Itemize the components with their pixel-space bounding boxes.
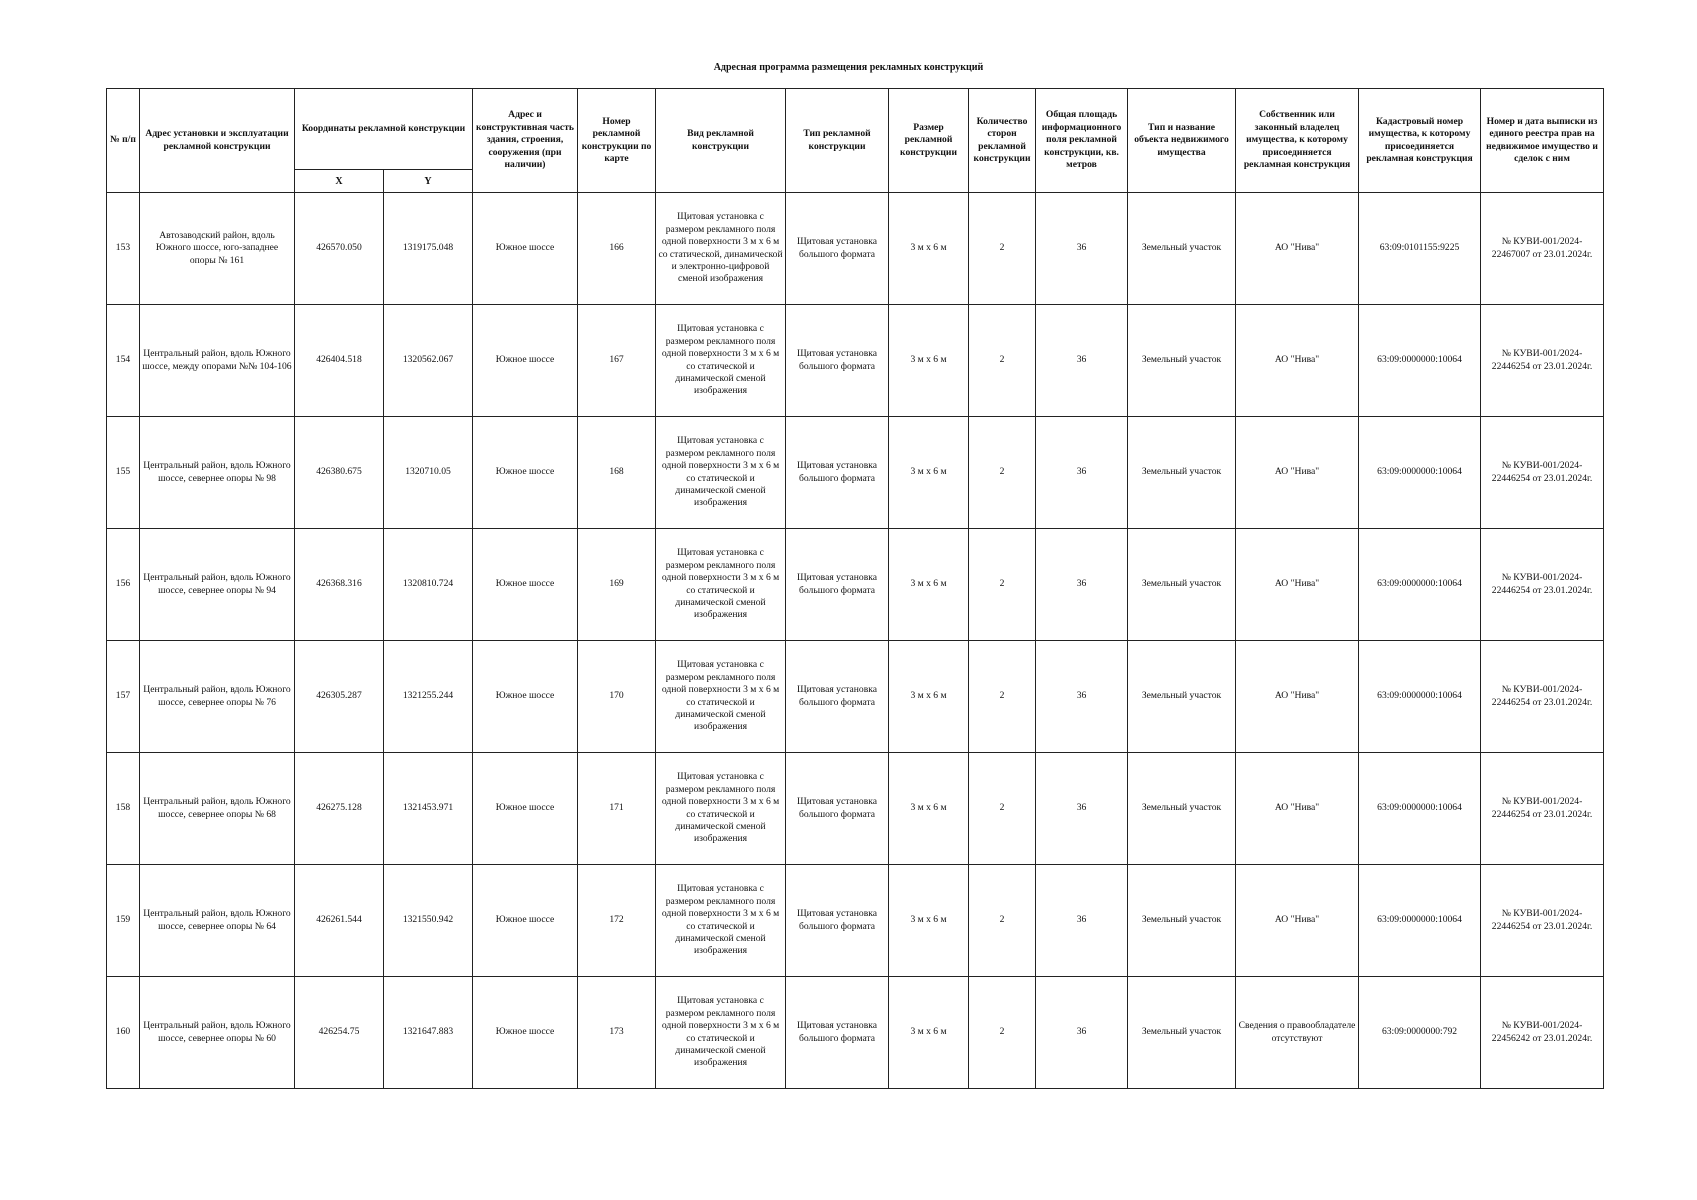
cell-num: 155 [107, 417, 140, 529]
header-object: Тип и название объекта недвижимого имущества [1128, 89, 1236, 193]
header-cadastral: Кадастровый номер имущества, к которому присоединяется рекламная конструкция [1359, 89, 1481, 193]
cell-area: 36 [1036, 641, 1128, 753]
header-building: Адрес и конструктивная часть здания, строения, сооружения (при наличии) [473, 89, 578, 193]
cell-area: 36 [1036, 193, 1128, 305]
table-body [107, 193, 1604, 1089]
cell-sides: 2 [969, 641, 1036, 753]
cell-area: 36 [1036, 529, 1128, 641]
cell-egrn: № КУВИ-001/2024-22467007 от 23.01.2024г. [1481, 193, 1604, 305]
cell-num: 153 [107, 193, 140, 305]
cell-x: 426261.544 [295, 865, 384, 977]
cell-map-number: 173 [578, 977, 656, 1089]
cell-size: 3 м х 6 м [889, 305, 969, 417]
cell-building: Южное шоссе [473, 977, 578, 1089]
cell-egrn: № КУВИ-001/2024-22456242 от 23.01.2024г. [1481, 977, 1604, 1089]
table-row [107, 753, 1604, 865]
cell-type: Щитовая установка большого формата [786, 305, 889, 417]
cell-owner: АО "Нива" [1236, 865, 1359, 977]
cell-address: Центральный район, вдоль Южного шоссе, севернее опоры № 76 [140, 641, 295, 753]
cell-num: 158 [107, 753, 140, 865]
cell-kind: Щитовая установка с размером рекламного поля одной поверхности 3 м х 6 м со статической и динамической сменой изображения [656, 753, 786, 865]
cell-owner: АО "Нива" [1236, 193, 1359, 305]
cell-object: Земельный участок [1128, 641, 1236, 753]
table-row [107, 305, 1604, 417]
cell-area: 36 [1036, 753, 1128, 865]
cell-object: Земельный участок [1128, 305, 1236, 417]
cell-kind: Щитовая установка с размером рекламного поля одной поверхности 3 м х 6 м со статической и динамической сменой изображения [656, 977, 786, 1089]
cell-owner: АО "Нива" [1236, 529, 1359, 641]
cell-size: 3 м х 6 м [889, 977, 969, 1089]
cell-egrn: № КУВИ-001/2024-22446254 от 23.01.2024г. [1481, 753, 1604, 865]
cell-y: 1321647.883 [384, 977, 473, 1089]
cell-sides: 2 [969, 865, 1036, 977]
cell-address: Центральный район, вдоль Южного шоссе, севернее опоры № 98 [140, 417, 295, 529]
header-kind: Вид рекламной конструкции [656, 89, 786, 193]
cell-area: 36 [1036, 977, 1128, 1089]
table-row [107, 641, 1604, 753]
cell-building: Южное шоссе [473, 865, 578, 977]
cell-kind: Щитовая установка с размером рекламного поля одной поверхности 3 м х 6 м со статической и динамической сменой изображения [656, 417, 786, 529]
table-row [107, 529, 1604, 641]
cell-sides: 2 [969, 753, 1036, 865]
cell-y: 1319175.048 [384, 193, 473, 305]
cell-x: 426275.128 [295, 753, 384, 865]
header-size: Размер рекламной конструкции [889, 89, 969, 193]
cell-map-number: 167 [578, 305, 656, 417]
cell-y: 1320810.724 [384, 529, 473, 641]
cell-object: Земельный участок [1128, 193, 1236, 305]
cell-building: Южное шоссе [473, 417, 578, 529]
cell-type: Щитовая установка большого формата [786, 529, 889, 641]
cell-object: Земельный участок [1128, 865, 1236, 977]
cell-cadastral: 63:09:0000000:792 [1359, 977, 1481, 1089]
cell-address: Центральный район, вдоль Южного шоссе, севернее опоры № 64 [140, 865, 295, 977]
header-address: Адрес установки и эксплуатации рекламной конструкции [140, 89, 295, 193]
cell-building: Южное шоссе [473, 305, 578, 417]
cell-y: 1320562.067 [384, 305, 473, 417]
cell-sides: 2 [969, 193, 1036, 305]
cell-size: 3 м х 6 м [889, 753, 969, 865]
cell-cadastral: 63:09:0000000:10064 [1359, 305, 1481, 417]
cell-size: 3 м х 6 м [889, 641, 969, 753]
cell-x: 426380.675 [295, 417, 384, 529]
cell-type: Щитовая установка большого формата [786, 417, 889, 529]
cell-num: 156 [107, 529, 140, 641]
cell-map-number: 169 [578, 529, 656, 641]
cell-kind: Щитовая установка с размером рекламного поля одной поверхности 3 м х 6 м со статической и динамической сменой изображения [656, 865, 786, 977]
cell-cadastral: 63:09:0000000:10064 [1359, 865, 1481, 977]
header-coordinates: Координаты рекламной конструкции [295, 89, 473, 170]
header-num: № п/п [107, 89, 140, 193]
cell-building: Южное шоссе [473, 753, 578, 865]
header-egrn: Номер и дата выписки из единого реестра прав на недвижимое имущество и сделок с ним [1481, 89, 1604, 193]
cell-num: 159 [107, 865, 140, 977]
cell-egrn: № КУВИ-001/2024-22446254 от 23.01.2024г. [1481, 305, 1604, 417]
cell-object: Земельный участок [1128, 753, 1236, 865]
cell-size: 3 м х 6 м [889, 865, 969, 977]
cell-area: 36 [1036, 865, 1128, 977]
cell-address: Автозаводский район, вдоль Южного шоссе, юго-западнее опоры № 161 [140, 193, 295, 305]
table-row [107, 417, 1604, 529]
cell-map-number: 170 [578, 641, 656, 753]
cell-owner: АО "Нива" [1236, 417, 1359, 529]
cell-kind: Щитовая установка с размером рекламного поля одной поверхности 3 м х 6 м со статической и динамической сменой изображения [656, 641, 786, 753]
cell-sides: 2 [969, 417, 1036, 529]
cell-kind: Щитовая установка с размером рекламного поля одной поверхности 3 м х 6 м со статической, динамической и электронно-цифровой сменой изображения [656, 193, 786, 305]
cell-egrn: № КУВИ-001/2024-22446254 от 23.01.2024г. [1481, 529, 1604, 641]
table-row [107, 193, 1604, 305]
cell-cadastral: 63:09:0000000:10064 [1359, 641, 1481, 753]
cell-egrn: № КУВИ-001/2024-22446254 от 23.01.2024г. [1481, 641, 1604, 753]
cell-owner: АО "Нива" [1236, 641, 1359, 753]
cell-size: 3 м х 6 м [889, 417, 969, 529]
cell-y: 1321255.244 [384, 641, 473, 753]
header-y: Y [384, 170, 473, 193]
cell-num: 157 [107, 641, 140, 753]
cell-sides: 2 [969, 305, 1036, 417]
cell-type: Щитовая установка большого формата [786, 753, 889, 865]
cell-type: Щитовая установка большого формата [786, 641, 889, 753]
header-type: Тип рекламной конструкции [786, 89, 889, 193]
cell-kind: Щитовая установка с размером рекламного поля одной поверхности 3 м х 6 м со статической и динамической сменой изображения [656, 529, 786, 641]
cell-map-number: 166 [578, 193, 656, 305]
cell-map-number: 168 [578, 417, 656, 529]
cell-cadastral: 63:09:0000000:10064 [1359, 753, 1481, 865]
cell-x: 426368.316 [295, 529, 384, 641]
cell-x: 426254.75 [295, 977, 384, 1089]
cell-num: 154 [107, 305, 140, 417]
cell-address: Центральный район, вдоль Южного шоссе, севернее опоры № 60 [140, 977, 295, 1089]
cell-cadastral: 63:09:0000000:10064 [1359, 529, 1481, 641]
cell-area: 36 [1036, 305, 1128, 417]
cell-object: Земельный участок [1128, 417, 1236, 529]
header-x: X [295, 170, 384, 193]
table-row [107, 977, 1604, 1089]
header-map-number: Номер рекламной конструкции по карте [578, 89, 656, 193]
cell-type: Щитовая установка большого формата [786, 977, 889, 1089]
cell-map-number: 172 [578, 865, 656, 977]
cell-y: 1320710.05 [384, 417, 473, 529]
cell-owner: АО "Нива" [1236, 305, 1359, 417]
cell-type: Щитовая установка большого формата [786, 193, 889, 305]
cell-sides: 2 [969, 977, 1036, 1089]
cell-x: 426404.518 [295, 305, 384, 417]
cell-cadastral: 63:09:0000000:10064 [1359, 417, 1481, 529]
cell-owner: АО "Нива" [1236, 753, 1359, 865]
cell-kind: Щитовая установка с размером рекламного поля одной поверхности 3 м х 6 м со статической и динамической сменой изображения [656, 305, 786, 417]
cell-object: Земельный участок [1128, 977, 1236, 1089]
cell-address: Центральный район, вдоль Южного шоссе, севернее опоры № 94 [140, 529, 295, 641]
cell-num: 160 [107, 977, 140, 1089]
cell-x: 426305.287 [295, 641, 384, 753]
address-program-table [106, 88, 1604, 1089]
cell-egrn: № КУВИ-001/2024-22446254 от 23.01.2024г. [1481, 417, 1604, 529]
cell-object: Земельный участок [1128, 529, 1236, 641]
cell-size: 3 м х 6 м [889, 529, 969, 641]
cell-owner: Сведения о правообладателе отсутствуют [1236, 977, 1359, 1089]
cell-type: Щитовая установка большого формата [786, 865, 889, 977]
header-area: Общая площадь информационного поля рекламной конструкции, кв. метров [1036, 89, 1128, 193]
header-sides: Количество сторон рекламной конструкции [969, 89, 1036, 193]
cell-area: 36 [1036, 417, 1128, 529]
table-row [107, 865, 1604, 977]
cell-sides: 2 [969, 529, 1036, 641]
cell-building: Южное шоссе [473, 641, 578, 753]
cell-address: Центральный район, вдоль Южного шоссе, севернее опоры № 68 [140, 753, 295, 865]
cell-x: 426570.050 [295, 193, 384, 305]
document-title: Адресная программа размещения рекламных конструкций [713, 62, 984, 73]
cell-address: Центральный район, вдоль Южного шоссе, между опорами №№ 104-106 [140, 305, 295, 417]
cell-y: 1321550.942 [384, 865, 473, 977]
header-owner: Собственник или законный владелец имущества, к которому присоединяется рекламная конструкция [1236, 89, 1359, 193]
cell-cadastral: 63:09:0101155:9225 [1359, 193, 1481, 305]
cell-building: Южное шоссе [473, 529, 578, 641]
cell-map-number: 171 [578, 753, 656, 865]
cell-y: 1321453.971 [384, 753, 473, 865]
cell-building: Южное шоссе [473, 193, 578, 305]
cell-size: 3 м х 6 м [889, 193, 969, 305]
cell-egrn: № КУВИ-001/2024-22446254 от 23.01.2024г. [1481, 865, 1604, 977]
